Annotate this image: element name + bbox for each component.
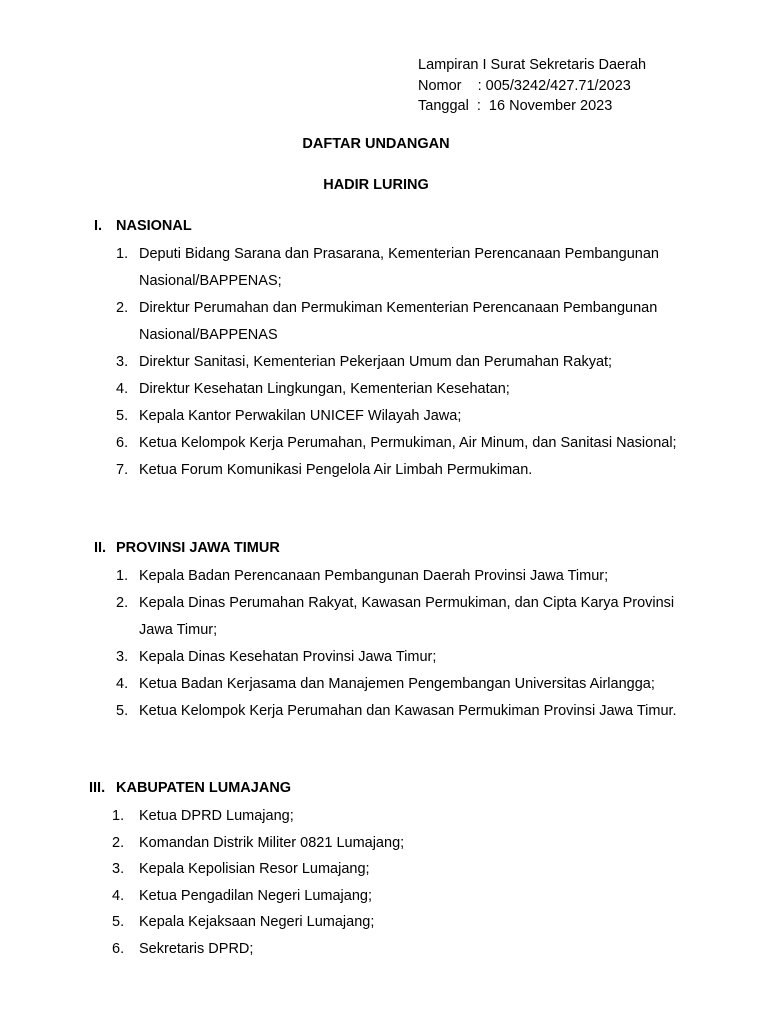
attachment-label: Lampiran I Surat Sekretaris Daerah [418,57,647,73]
invitee-list [0,563,768,725]
list-item [0,295,768,349]
item-text: Ketua DPRD Lumajang; [139,808,294,824]
item-text: Kepala Kejaksaan Negeri Lumajang; [139,914,375,930]
item-text: Ketua Pengadilan Negeri Lumajang; [139,887,372,904]
item-text: Sekretaris DPRD; [139,940,254,957]
item-text: Ketua Kelompok Kerja Perumahan dan Kawasan Permukiman Provinsi Jawa Timur. [139,703,677,719]
item-number: 3. [116,354,129,370]
list-item [0,403,768,430]
item-number: 1. [116,568,129,584]
list-item [0,909,768,936]
invitee-list [0,803,768,962]
item-text: Ketua Forum Komunikasi Pengelola Air Limbah Permukiman. [139,462,533,478]
letter-date: Tanggal : 16 November 2023 [418,98,613,114]
invitee-list [0,241,768,484]
list-item [0,671,768,698]
letter-number: Nomor : 005/3242/427.71/2023 [418,77,631,94]
item-text: Deputi Bidang Sarana dan Prasarana, Kementerian Perencanaan Pembangunan Nasional/BAPPENAS; [139,246,659,289]
item-number: 6. [116,435,129,451]
section-provinsi-jawa-timur [0,540,768,725]
section-heading [0,780,768,800]
section-title: NASIONAL [116,218,192,234]
list-item [0,376,768,403]
item-number: 7. [116,462,129,478]
list-item [0,883,768,910]
list-item [0,457,768,484]
item-text: Ketua Badan Kerjasama dan Manajemen Pengembangan Universitas Airlangga; [139,676,655,692]
document-title: DAFTAR UNDANGAN [302,136,450,152]
item-text: Direktur Sanitasi, Kementerian Pekerjaan Umum dan Perumahan Rakyat; [139,354,613,370]
list-item [0,936,768,963]
item-text: Direktur Perumahan dan Permukiman Kementerian Perencanaan Pembangunan Nasional/BAPPENAS [139,300,658,343]
item-number: 2. [116,300,129,316]
list-item [0,644,768,671]
list-item [0,241,768,295]
item-text: Ketua Kelompok Kerja Perumahan, Permukiman, Air Minum, dan Sanitasi Nasional; [139,435,677,451]
item-text: Komandan Distrik Militer 0821 Lumajang; [139,834,405,851]
item-text: Kepala Dinas Kesehatan Provinsi Jawa Timur; [139,649,437,665]
item-number: 5. [116,703,129,719]
section-number: I. [94,218,103,234]
item-number: 2. [116,595,129,611]
item-number: 1. [116,246,129,262]
section-kabupaten-lumajang [0,780,768,962]
section-number: II. [94,540,107,556]
attachment-header [418,55,646,117]
list-item [0,590,768,644]
item-text: Kepala Kepolisian Resor Lumajang; [139,861,370,877]
item-number: 6. [112,940,125,957]
section-title: PROVINSI JAWA TIMUR [116,540,280,556]
document-subtitle: HADIR LURING [323,177,429,193]
list-item [0,803,768,830]
list-item [0,430,768,457]
section-heading [0,218,768,238]
section-title: KABUPATEN LUMAJANG [116,780,292,796]
list-item [0,349,768,376]
item-number: 3. [112,861,125,877]
list-item [0,698,768,725]
item-text: Direktur Kesehatan Lingkungan, Kementerian Kesehatan; [139,381,510,397]
item-number: 4. [112,887,125,904]
item-number: 2. [112,834,125,851]
item-number: 1. [112,808,125,824]
section-heading [0,540,768,560]
item-number: 4. [116,676,129,692]
item-text: Kepala Badan Perencanaan Pembangunan Daerah Provinsi Jawa Timur; [139,568,609,584]
list-item [0,856,768,883]
item-number: 4. [116,381,129,397]
item-number: 3. [116,649,129,665]
item-text: Kepala Dinas Perumahan Rakyat, Kawasan Permukiman, dan Cipta Karya Provinsi Jawa Timur; [139,595,675,638]
section-nasional [0,218,768,484]
item-number: 5. [116,408,129,424]
list-item [0,830,768,857]
section-number: III. [89,780,106,796]
item-number: 5. [112,914,125,930]
item-text: Kepala Kantor Perwakilan UNICEF Wilayah Jawa; [139,408,462,424]
list-item [0,563,768,590]
